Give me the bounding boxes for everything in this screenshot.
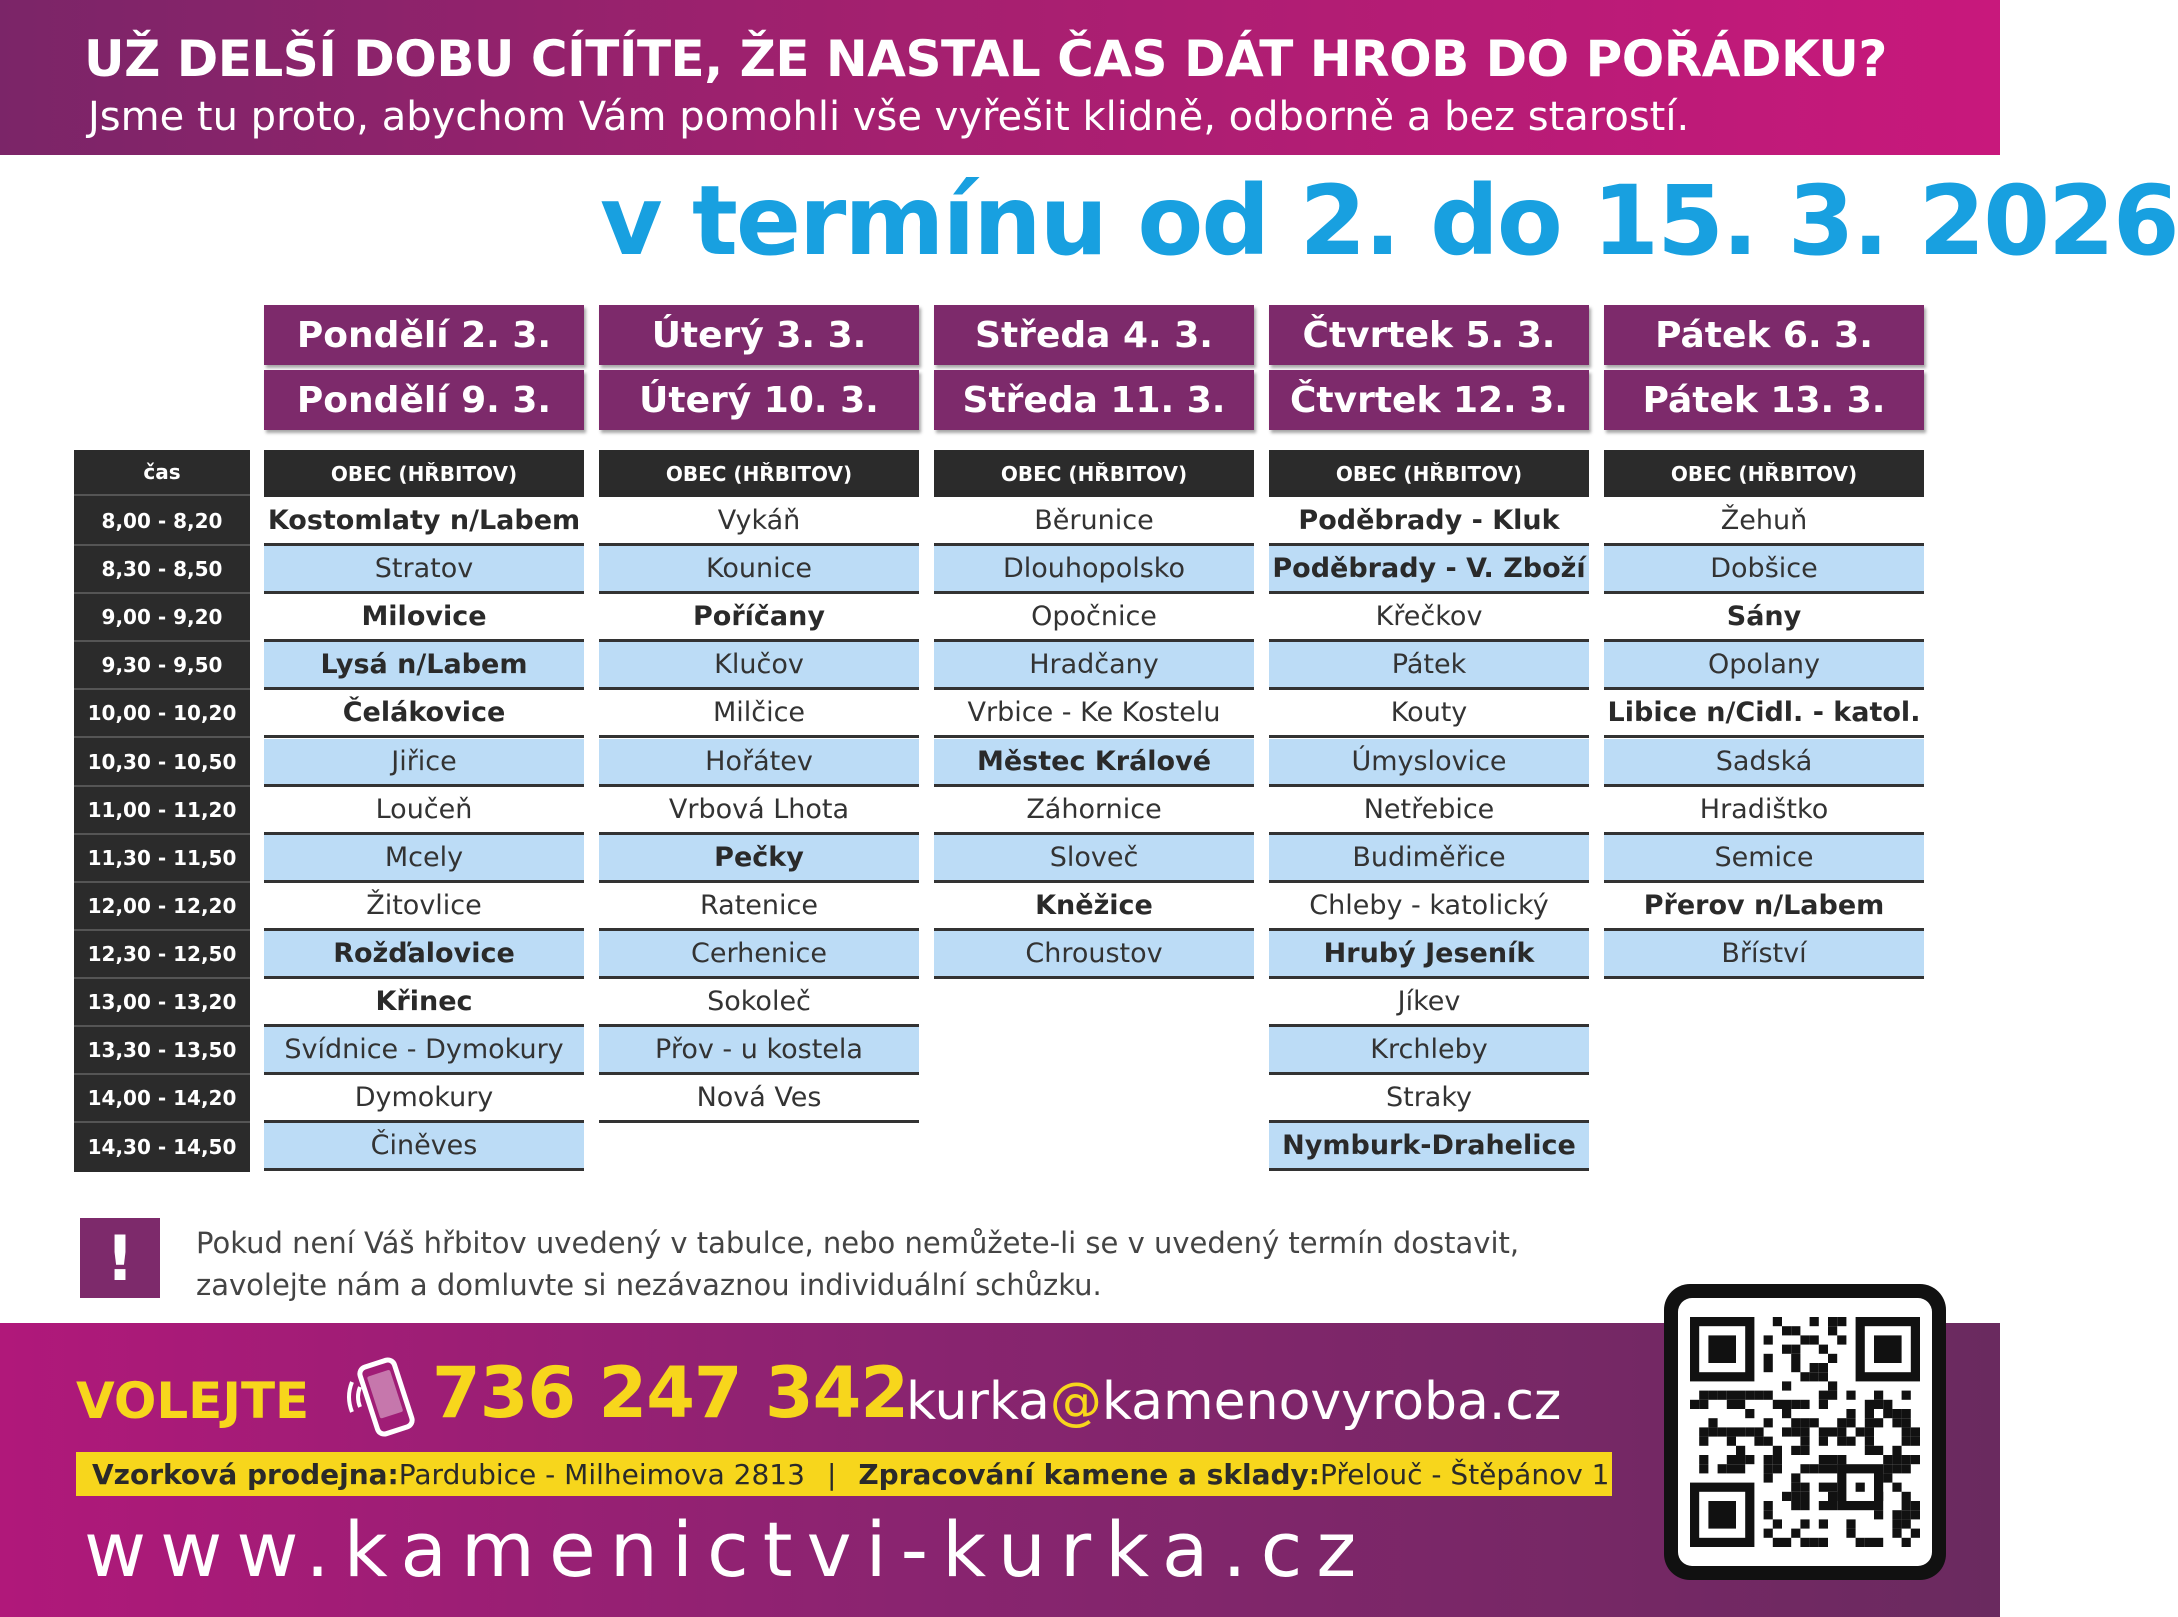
time-slot: 9,30 - 9,50 [74,642,250,690]
headline: UŽ DELŠÍ DOBU CÍTÍTE, ŽE NASTAL ČAS DÁT HROB DO POŘÁDKU? [84,30,1887,88]
notice-text [196,1222,1696,1306]
cemetery-cell: Milovice [264,594,584,642]
cemetery-cell: Hradčany [934,642,1254,690]
column-header: OBEC (HŘBITOV) [934,450,1254,497]
cemetery-cell: Milčice [599,690,919,738]
cemetery-cell: Vykáň [599,498,919,546]
time-slot: 10,30 - 10,50 [74,739,250,787]
cemetery-cell: Žehuň [1604,498,1924,546]
time-slot: 10,00 - 10,20 [74,690,250,738]
cemetery-cell: Dlouhopolsko [934,546,1254,594]
cemetery-cell: Bříství [1604,931,1924,979]
time-slot: 8,30 - 8,50 [74,546,250,594]
cemetery-cell: Libice n/Cidl. - katol. [1604,690,1924,738]
time-slot: 14,30 - 14,50 [87,1135,237,1160]
cemetery-cell: Čelákovice [264,690,584,738]
phone-icon [342,1352,422,1442]
cemetery-cell: Městec Králové [934,739,1254,787]
cemetery-cell: Poříčany [599,594,919,642]
cemetery-cell: Cerhenice [599,931,919,979]
column-header: OBEC (HŘBITOV) [1269,450,1589,497]
cemetery-cell: Opočnice [934,594,1254,642]
cemetery-cell: Úmyslovice [1269,739,1589,787]
cemetery-cell: Mcely [264,835,584,883]
qr-code-icon [1678,1298,1932,1566]
day-header-week2: Úterý 10. 3. [599,370,919,430]
cemetery-cell: Sány [1604,594,1924,642]
qr-code-graphic [1690,1317,1920,1547]
day-header-week2: Pátek 13. 3. [1604,370,1924,430]
email-domain: kamenovyroba.cz [1101,1372,1562,1432]
day-header-week1: Pátek 6. 3. [1604,305,1924,365]
cemetery-cell: Budiměřice [1269,835,1589,883]
phone-number[interactable]: 736 247 342 [432,1352,909,1434]
address-separator: | [826,1457,837,1491]
cemetery-cell: Stratov [264,546,584,594]
day-header-week1: Pondělí 2. 3. [264,305,584,365]
time-column [74,450,250,1172]
cemetery-cell: Straky [1269,1075,1589,1123]
cemetery-cell: Hrubý Jeseník [1269,931,1589,979]
day-header-week1: Úterý 3. 3. [599,305,919,365]
cemetery-cell: Pečky [599,835,919,883]
cemetery-cell: Klučov [599,642,919,690]
cemetery-cell: Sokoleč [599,979,919,1027]
qr-code-frame[interactable] [1664,1284,1946,1580]
time-slot: 8,00 - 8,20 [74,498,250,546]
processing-label: Zpracování kamene a sklady: [858,1457,1320,1491]
cemetery-cell: Pátek [1269,642,1589,690]
cemetery-cell: Jíkev [1269,979,1589,1027]
column-header: OBEC (HŘBITOV) [1604,450,1924,497]
cemetery-cell: Nová Ves [599,1075,919,1123]
cemetery-cell: Křečkov [1269,594,1589,642]
cemetery-cell: Ratenice [599,883,919,931]
cemetery-cell: Hořátev [599,739,919,787]
cemetery-cell: Přerov n/Labem [1604,883,1924,931]
cemetery-cell: Netřebice [1269,787,1589,835]
cemetery-cell: Jiřice [264,739,584,787]
time-slot: 12,30 - 12,50 [74,931,250,979]
cemetery-cell: Opolany [1604,642,1924,690]
cemetery-cell: Vrbice - Ke Kostelu [934,690,1254,738]
subheadline: Jsme tu proto, abychom Vám pomohli vše vyřešit klidně, odborně a bez starostí. [88,94,1690,140]
cemetery-cell: Hradištko [1604,787,1924,835]
day-header-week2: Čtvrtek 12. 3. [1269,370,1589,430]
cemetery-cell: Přov - u kostela [599,1027,919,1075]
cemetery-cell: Chroustov [934,931,1254,979]
cemetery-cell: Kounice [599,546,919,594]
cemetery-cell: Sloveč [934,835,1254,883]
cemetery-cell: Poděbrady - V. Zboží [1269,546,1589,594]
email-address[interactable] [906,1372,1561,1432]
cemetery-cell: Kostomlaty n/Labem [264,498,584,546]
cemetery-cell: Krchleby [1269,1027,1589,1075]
cemetery-cell: Vrbová Lhota [599,787,919,835]
notice-line-2: zavolejte nám a domluvte si nezávaznou individuální schůzku. [196,1268,1102,1302]
term-title: v termínu od 2. do 15. 3. 2026 [600,165,2178,277]
processing-address: Přelouč - Štěpánov 1 [1319,1457,1610,1491]
cemetery-cell: Nymburk-Drahelice [1269,1123,1589,1171]
time-slot: 12,00 - 12,20 [74,883,250,931]
website-url[interactable]: www.kamenictvi-kurka.cz [84,1505,1371,1594]
time-slot: 13,00 - 13,20 [74,979,250,1027]
cemetery-cell: Činěves [264,1123,584,1171]
cemetery-cell: Sadská [1604,739,1924,787]
cemetery-cell: Kouty [1269,690,1589,738]
showroom-address: Pardubice - Milheimova 2813 [398,1457,805,1491]
address-bar [76,1452,1612,1496]
time-slot: 13,30 - 13,50 [74,1027,250,1075]
day-header-week1: Čtvrtek 5. 3. [1269,305,1589,365]
email-user: kurka [906,1372,1050,1432]
day-header-week1: Středa 4. 3. [934,305,1254,365]
time-slot: 11,00 - 11,20 [74,787,250,835]
cemetery-cell: Svídnice - Dymokury [264,1027,584,1075]
column-header: OBEC (HŘBITOV) [599,450,919,497]
cemetery-cell: Běrunice [934,498,1254,546]
time-slot: 11,30 - 11,50 [74,835,250,883]
day-header-week2: Pondělí 9. 3. [264,370,584,430]
cemetery-cell: Žitovlice [264,883,584,931]
cemetery-cell: Dobšice [1604,546,1924,594]
cemetery-cell: Dymokury [264,1075,584,1123]
cemetery-cell: Loučeň [264,787,584,835]
cemetery-cell: Rožďalovice [264,931,584,979]
cemetery-cell: Křinec [264,979,584,1027]
column-header: OBEC (HŘBITOV) [264,450,584,497]
time-header: čas [74,450,250,496]
call-label: VOLEJTE [76,1372,310,1430]
exclamation-icon: ! [80,1218,160,1298]
cemetery-cell: Chleby - katolický [1269,883,1589,931]
cemetery-cell: Lysá n/Labem [264,642,584,690]
cemetery-cell: Poděbrady - Kluk [1269,498,1589,546]
time-slot: 14,00 - 14,20 [74,1075,250,1123]
notice-line-1: Pokud není Váš hřbitov uvedený v tabulce, nebo nemůžete-li se v uvedený termín dostavit, [196,1226,1520,1260]
cemetery-cell: Záhornice [934,787,1254,835]
time-slot: 9,00 - 9,20 [74,594,250,642]
showroom-label: Vzorková prodejna: [92,1457,399,1491]
cemetery-cell: Semice [1604,835,1924,883]
email-at: @ [1049,1372,1102,1432]
day-header-week2: Středa 11. 3. [934,370,1254,430]
cemetery-cell: Kněžice [934,883,1254,931]
